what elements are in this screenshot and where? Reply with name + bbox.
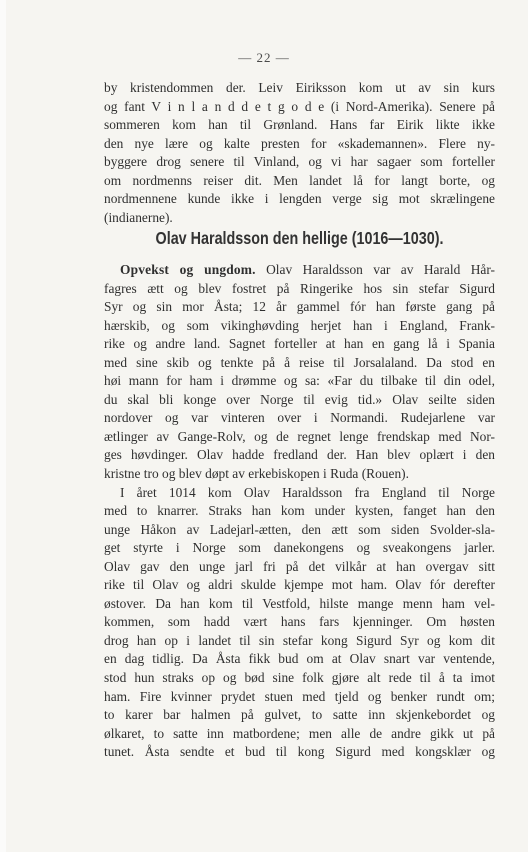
text-line: ges høvdinger. Olav hadde fredland der. Han blev oplært i den (104, 447, 495, 463)
text-line: nordover og var vinteren over i Normandi. Rudejarlene var (104, 410, 495, 426)
text-line: I året 1014 kom Olav Haraldsson fra England til Norge (120, 484, 495, 500)
text-line: sommeren kom han til Grønland. Hans far Eirik likte ikke (104, 117, 495, 133)
text-line: Syr og sin mor Åsta; 12 år gammel fór han første gang på (104, 299, 495, 315)
text-line: og fant V i n l a n d d e t g o d e (i Nord-Amerika). Senere på (104, 98, 495, 114)
text-line-rest: Olav Haraldsson var av Harald Hår- (266, 262, 495, 277)
text-line: fagres ætt og blev fostret på Ringerike hos sin stefar Sigurd (104, 280, 495, 296)
text-line: nordmennene kunde ikke i lengden verge sig mot skrælingene (104, 191, 495, 207)
text-line: ølkaret, to satte inn matbordene; men alle de andre gikk ut på (104, 725, 495, 741)
text-line: tunet. Åsta sendte et bud til kong Sigurd med kongsklær og (104, 744, 495, 760)
text-line-with-lead (104, 261, 495, 280)
text-line: østover. Da han kom til Vestfold, hilste mange menn ham vel- (104, 595, 495, 611)
text-line: unge Håkon av Ladejarl-ætten, den ætt som siden Svolder-sla- (104, 521, 495, 537)
text-line: (indianerne). (104, 209, 173, 225)
page-number: — 22 — (238, 50, 290, 65)
page-margin (0, 0, 6, 852)
text-line: kommen, som hadd vært hans fars kjenninger. Om høsten (104, 614, 495, 630)
text-line: by kristendommen der. Leiv Eiriksson kom ut av sin kurs (104, 80, 495, 95)
text-line: en dag tidlig. Da Åsta fikk bud om at Olav snart var ventende, (104, 651, 495, 667)
main-text (104, 261, 495, 762)
text-line: høi mann for ham i drømme og sa: «Far du tilbake til din odel, (104, 373, 495, 389)
text-line: med sine skib og tenkte på å reise til Jorsalaland. Da stod en (104, 354, 495, 370)
text-line: get styrte i Norge som danekongens og sveakongens jarler. (104, 540, 495, 556)
text-line: den nye lære og kalte presten for «skademannen». Flere ny- (104, 135, 495, 151)
text-line: rike og andre land. Sagnet forteller at han en gang lå i Spania (104, 336, 495, 352)
text-line: drog han op i landet til sin stefar kong Sigurd Syr og kom dit (104, 632, 495, 648)
text-line: hærskib, og som vikinghøvding herjet han i England, Frank- (104, 317, 495, 333)
text-line: stod hun straks op og bød sine folk gjøre alt rede til å ta imot (104, 670, 495, 686)
text-line: ham. Fire kvinner prydet stuen med tjeld og benker rundt om; (104, 688, 495, 704)
text-line: Olav gav den unge jarl fri på det vilkår at han overgav sitt (104, 558, 495, 574)
text-line: byggere drog senere til Vinland, og vi har sagaer som forteller (104, 154, 495, 170)
text-line: ætlinger av Gange-Rolv, og de regnet lenge frendskap med Nor- (104, 428, 495, 444)
text-line: om nordmenns reiser dit. Men landet lå for langt borte, og (104, 172, 495, 188)
intro-paragraph (104, 79, 495, 227)
section-lead: Opvekst og ungdom. (120, 262, 256, 277)
text-line: to karer bar halmen på gulvet, to satte inn skjenkebordet og (104, 707, 495, 723)
chapter-heading: Olav Haraldsson den hellige (1016—1030). (155, 228, 444, 248)
text-line: kristne tro og blev døpt av erkebiskopen i Rudа (Rouen). (104, 466, 409, 482)
text-line: med to knarrer. Straks han kom under kysten, fanget han den (104, 503, 495, 519)
text-line: du skal bli konge over Norge til evig tid.» Olav seilte siden (104, 391, 495, 407)
text-line: rike til Olav og aldri skulde kjempe mot ham. Olav fór derefter (104, 577, 495, 593)
